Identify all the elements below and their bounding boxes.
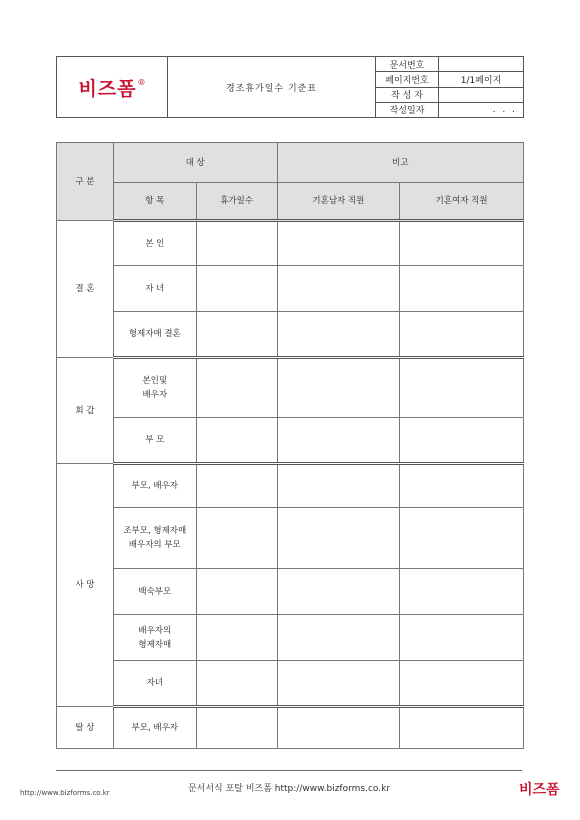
leave-days-cell (196, 312, 277, 358)
leave-days-cell (196, 358, 277, 418)
married-male-cell (277, 312, 400, 358)
married-male-cell (277, 418, 400, 464)
item-cell: 본인및 배우자 (113, 358, 196, 418)
leave-days-cell (196, 569, 277, 615)
table-row (57, 569, 524, 615)
married-male-cell (277, 266, 400, 312)
married-female-cell (400, 707, 524, 749)
footer-logo: 비즈폼 (519, 782, 560, 798)
married-female-cell (400, 615, 524, 661)
leave-days-cell (196, 418, 277, 464)
page-number-label: 페이지번호 (376, 72, 439, 87)
married-female-cell (400, 221, 524, 266)
table-row (57, 358, 524, 418)
footer-divider (56, 770, 522, 771)
married-female-cell (400, 569, 524, 615)
married-female-cell (400, 661, 524, 707)
target-header: 대 상 (113, 143, 277, 183)
married-female-cell (400, 312, 524, 358)
married-male-cell (277, 221, 400, 266)
page-number-value: 1/1페이지 (439, 72, 524, 87)
married-female-cell (400, 418, 524, 464)
table-row (57, 661, 524, 707)
married-female-cell (400, 266, 524, 312)
married-female-cell (400, 358, 524, 418)
item-cell: 백숙부모 (113, 569, 196, 615)
footer-url[interactable]: http://www.bizforms.co.kr (20, 789, 110, 797)
table-row (57, 266, 524, 312)
married-male-cell (277, 569, 400, 615)
item-cell: 조부모, 형제자매 배우자의 부모 (113, 508, 196, 569)
category-cell: 탈 상 (57, 707, 114, 749)
table-row (57, 615, 524, 661)
item-cell: 형제자매 결혼 (113, 312, 196, 358)
item-header: 항 목 (113, 183, 196, 221)
category-cell: 사 망 (57, 464, 114, 707)
married-male-cell (277, 464, 400, 508)
leave-days-cell (196, 221, 277, 266)
logo-cell (57, 57, 168, 118)
author-value (439, 87, 524, 102)
married-male-cell (277, 615, 400, 661)
leave-days-cell (196, 615, 277, 661)
footer-caption: 문서서식 포탈 비즈폼 http://www.bizforms.co.kr (187, 784, 391, 794)
table-row (57, 464, 524, 508)
category-cell: 회 갑 (57, 358, 114, 464)
item-cell: 부모, 배우자 (113, 707, 196, 749)
author-label: 작 성 자 (376, 87, 439, 102)
doc-number-label: 문서번호 (376, 57, 439, 72)
married-female-header: 기혼여자 직원 (400, 183, 524, 221)
married-female-cell (400, 508, 524, 569)
leave-days-cell (196, 464, 277, 508)
remarks-header: 비고 (277, 143, 523, 183)
category-cell: 결 혼 (57, 221, 114, 358)
item-cell: 본 인 (113, 221, 196, 266)
leave-days-header: 휴가일수 (196, 183, 277, 221)
item-cell: 자 녀 (113, 266, 196, 312)
item-cell: 배우자의 형제자매 (113, 615, 196, 661)
married-female-cell (400, 464, 524, 508)
table-row (57, 508, 524, 569)
item-cell: 부모, 배우자 (113, 464, 196, 508)
leave-days-cell (196, 707, 277, 749)
item-cell: 자녀 (113, 661, 196, 707)
married-male-header: 기혼남자 직원 (277, 183, 400, 221)
doc-number-value (439, 57, 524, 72)
item-cell: 부 모 (113, 418, 196, 464)
table-row (57, 418, 524, 464)
leave-standard-table (56, 142, 524, 749)
table-row (57, 707, 524, 749)
married-male-cell (277, 707, 400, 749)
date-value: . . . (439, 102, 524, 117)
table-row (57, 221, 524, 266)
document-header (56, 56, 524, 118)
document-title: 경조휴가일수 기준표 (168, 57, 376, 118)
leave-days-cell (196, 266, 277, 312)
married-male-cell (277, 661, 400, 707)
married-male-cell (277, 358, 400, 418)
married-male-cell (277, 508, 400, 569)
table-row (57, 312, 524, 358)
date-label: 작성일자 (376, 102, 439, 117)
leave-days-cell (196, 508, 277, 569)
leave-days-cell (196, 661, 277, 707)
bizforms-logo: 비즈폼 ® (78, 77, 146, 100)
category-header: 구 분 (57, 143, 114, 221)
